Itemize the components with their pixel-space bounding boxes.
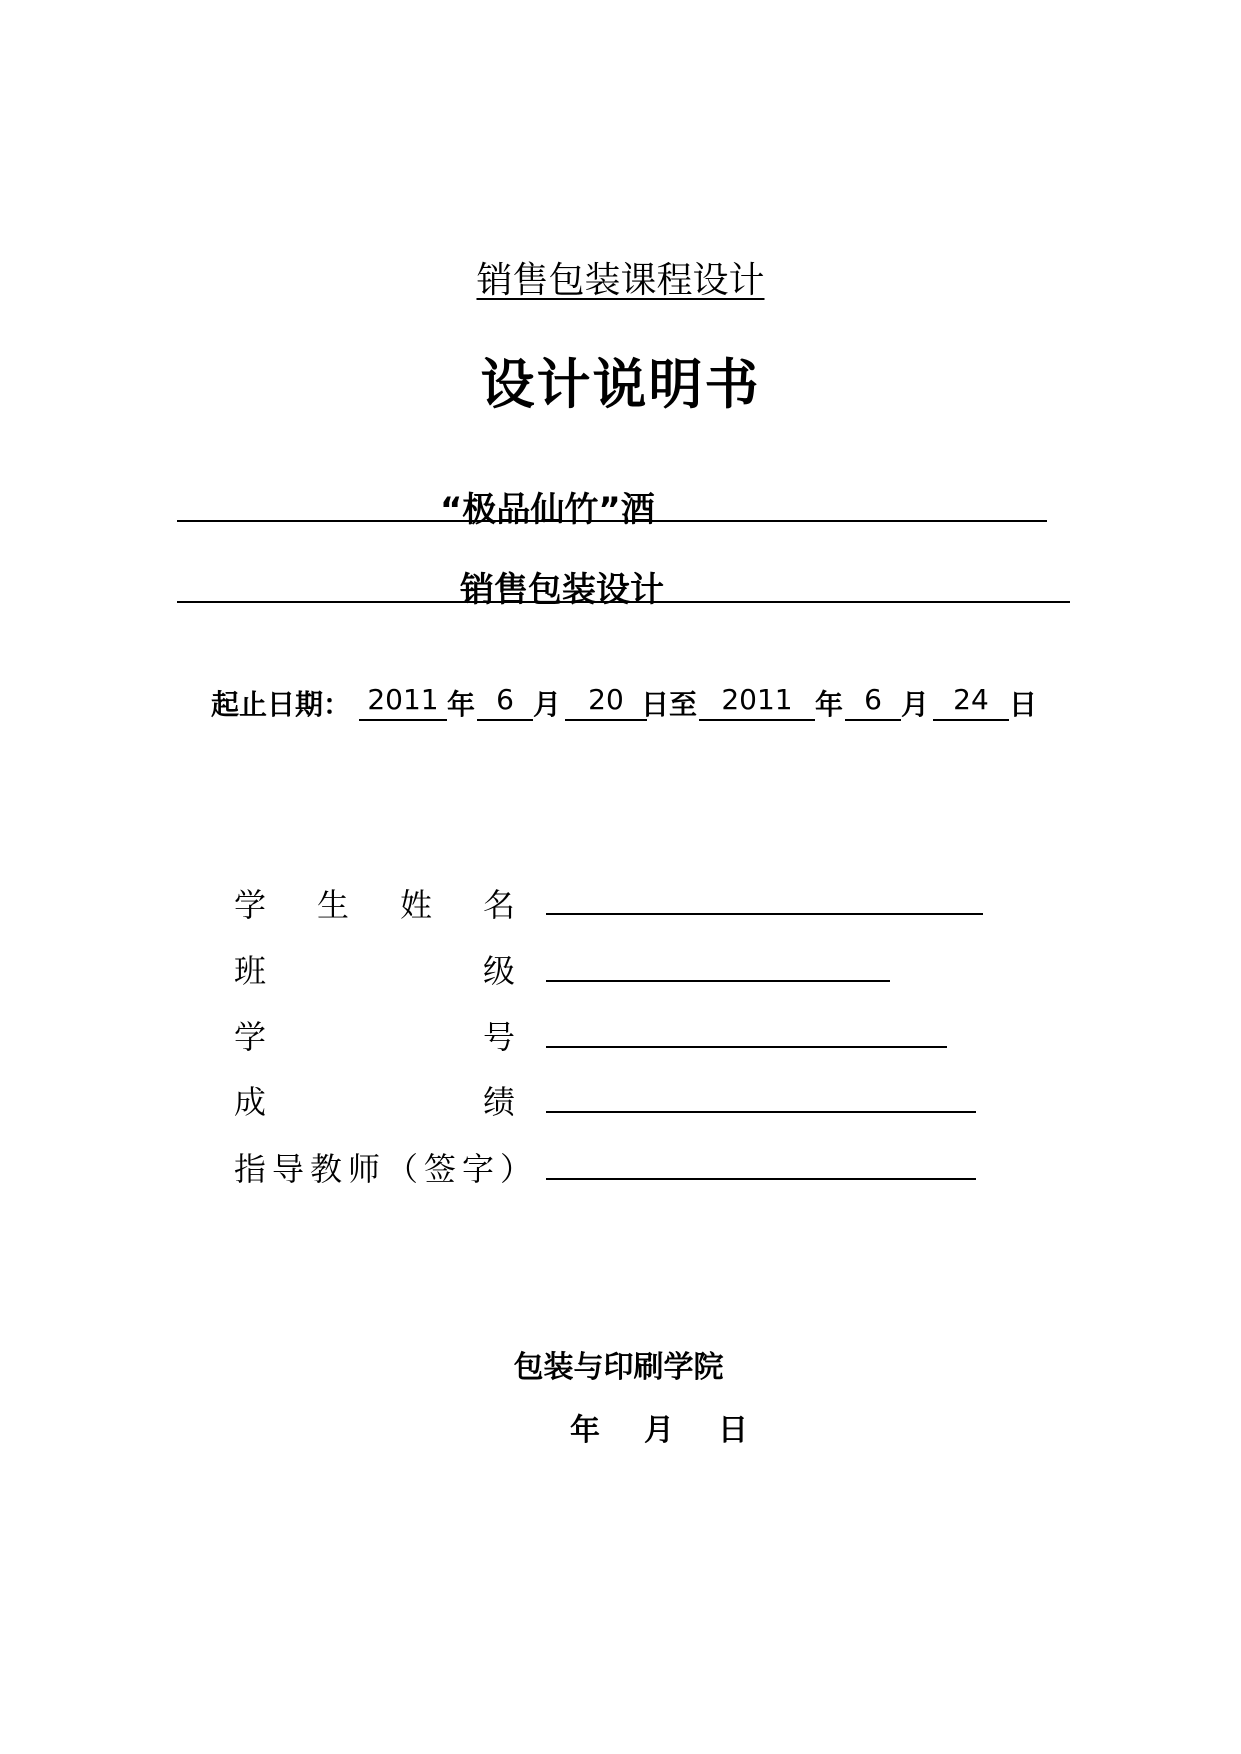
course-title-text: 销售包装课程设计 <box>476 260 765 301</box>
end-year: 2011 <box>699 683 815 721</box>
grade-field[interactable] <box>546 1111 976 1113</box>
advisor-signature-field[interactable] <box>546 1178 976 1180</box>
end-year-char: 年 <box>815 688 844 721</box>
student-id-field[interactable] <box>546 1046 947 1048</box>
course-title <box>0 252 1241 303</box>
end-day-char: 日 <box>1009 688 1038 721</box>
class-field[interactable] <box>546 980 890 982</box>
advisor-label: 指导教师（签字） <box>234 1150 539 1188</box>
date-month-char: 月 <box>644 1413 674 1448</box>
start-month: 6 <box>477 683 533 721</box>
student-name-field[interactable] <box>546 913 983 915</box>
grade-label: 成 绩 <box>234 1083 516 1121</box>
date-day-char: 日 <box>718 1413 748 1448</box>
date-range-label: 起止日期： <box>211 688 352 721</box>
end-month-char: 月 <box>901 688 930 721</box>
topic-line-2: 销售包装设计 <box>460 570 664 610</box>
class-label: 班 级 <box>234 952 516 990</box>
start-day: 20 <box>565 683 647 721</box>
student-name-label: 学 生 姓 名 <box>234 886 516 924</box>
document-title: 设计说明书 <box>480 353 761 416</box>
end-month: 6 <box>845 683 901 721</box>
student-id-label: 学 号 <box>234 1018 516 1056</box>
start-year: 2011 <box>359 683 447 721</box>
date-range-row <box>211 683 1041 723</box>
start-year-char: 年 <box>447 688 476 721</box>
signature-date <box>570 1405 760 1448</box>
start-day-to: 日至 <box>641 688 698 721</box>
topic-line-1: “极品仙竹”酒 <box>440 490 655 530</box>
date-year-char: 年 <box>570 1413 600 1448</box>
end-day: 24 <box>933 683 1009 721</box>
start-month-char: 月 <box>533 688 562 721</box>
college-name: 包装与印刷学院 <box>513 1350 724 1385</box>
